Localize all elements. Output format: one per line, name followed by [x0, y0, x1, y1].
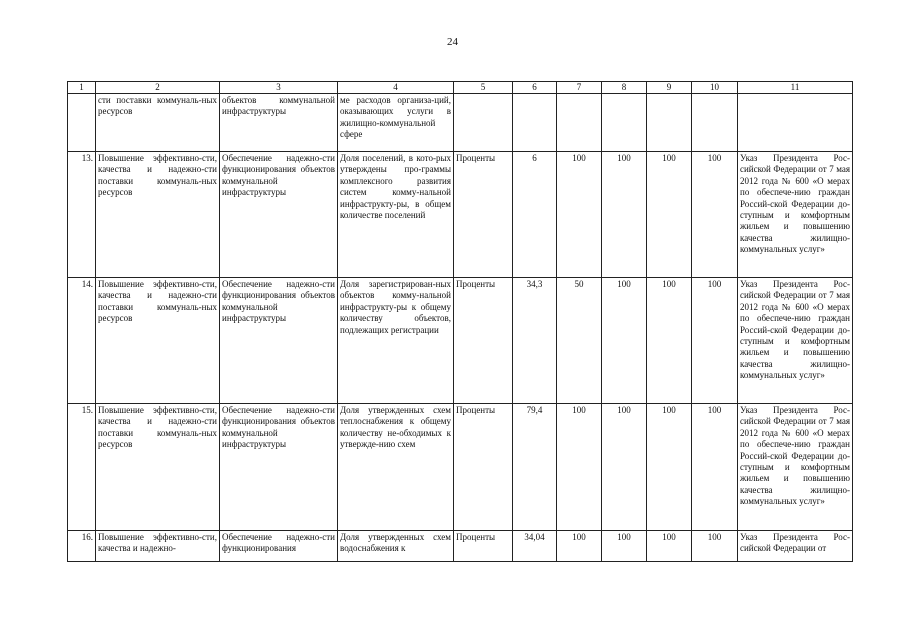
goal-cell: Повышение эффективно-сти, качества и надежно-сти поставки коммуналь-ных ресурсов [96, 278, 220, 404]
value-cell: 100 [602, 278, 647, 404]
value-cell: 100 [557, 404, 602, 531]
header-cell: 8 [602, 82, 647, 94]
value-cell: 34,04 [513, 531, 557, 562]
indicator-cell: Доля поселений, в кото-рых утверждены про-граммы комплексного развития систем комму-нальной инфраструкту-ры, в общем количестве поселений [338, 152, 454, 278]
goal-cell: сти поставки коммуналь-ных ресурсов [96, 94, 220, 152]
basis-cell: Указ Президента Рос-сийской Федерации от 7 мая 2012 года № 600 «О мерах по обеспече-нию граждан Россий-ской Федерации до-ступным и комфортным жильем и повышению качества жилищно-коммунальных услуг» [738, 404, 853, 531]
task-cell: Обеспечение надежно-сти функционирования [220, 531, 338, 562]
value-cell: 100 [692, 404, 738, 531]
header-cell: 3 [220, 82, 338, 94]
row-number: 14. [68, 278, 96, 404]
unit-cell: Проценты [454, 278, 513, 404]
value-cell: 34,3 [513, 278, 557, 404]
task-cell: Обеспечение надежно-сти функционирования объектов коммунальной инфраструктуры [220, 152, 338, 278]
row-number: 16. [68, 531, 96, 562]
value-cell: 100 [647, 404, 692, 531]
table-cell [68, 94, 96, 152]
table-row [68, 404, 853, 531]
value-cell: 100 [692, 278, 738, 404]
header-cell: 6 [513, 82, 557, 94]
table-cell [602, 94, 647, 152]
table-cell [454, 94, 513, 152]
basis-cell: Указ Президента Рос-сийской Федерации от [738, 531, 853, 562]
value-cell: 100 [692, 152, 738, 278]
value-cell: 100 [647, 152, 692, 278]
task-cell: объектов коммунальной инфраструктуры [220, 94, 338, 152]
table-row [68, 278, 853, 404]
unit-cell: Проценты [454, 531, 513, 562]
header-cell: 11 [738, 82, 853, 94]
value-cell: 50 [557, 278, 602, 404]
goal-cell: Повышение эффективно-сти, качества и надежно-сти поставки коммуналь-ных ресурсов [96, 152, 220, 278]
table-row [68, 152, 853, 278]
header-cell: 2 [96, 82, 220, 94]
table-cell [647, 94, 692, 152]
header-cell: 1 [68, 82, 96, 94]
value-cell: 100 [692, 531, 738, 562]
header-cell: 5 [454, 82, 513, 94]
task-cell: Обеспечение надежно-сти функционирования объектов коммунальной инфраструктуры [220, 404, 338, 531]
header-row [68, 82, 853, 94]
table-row [68, 531, 853, 562]
unit-cell: Проценты [454, 404, 513, 531]
indicator-cell: Доля зарегистрирован-ных объектов комму-нальной инфраструкту-ры к общему количеству объектов, подлежащих регистрации [338, 278, 454, 404]
row-number: 13. [68, 152, 96, 278]
unit-cell: Проценты [454, 152, 513, 278]
value-cell: 100 [557, 531, 602, 562]
task-cell: Обеспечение надежно-сти функционирования объектов коммунальной инфраструктуры [220, 278, 338, 404]
indicator-cell: ме расходов организа-ций, оказывающих услуги в жилищно-коммунальной сфере [338, 94, 454, 152]
table-cell [513, 94, 557, 152]
indicator-cell: Доля утвержденных схем теплоснабжения к общему количеству не-обходимых к утвержде-нию схем [338, 404, 454, 531]
table-cell [738, 94, 853, 152]
indicator-cell: Доля утвержденных схем водоснабжения к [338, 531, 454, 562]
value-cell: 79,4 [513, 404, 557, 531]
basis-cell: Указ Президента Рос-сийской Федерации от 7 мая 2012 года № 600 «О мерах по обеспече-нию граждан Россий-ской Федерации до-ступным и комфортным жильем и повышению качества жилищно-коммунальных услуг» [738, 152, 853, 278]
value-cell: 100 [602, 404, 647, 531]
page-number: 24 [447, 36, 458, 48]
value-cell: 100 [647, 278, 692, 404]
header-cell: 4 [338, 82, 454, 94]
row-number: 15. [68, 404, 96, 531]
value-cell: 6 [513, 152, 557, 278]
basis-cell: Указ Президента Рос-сийской Федерации от 7 мая 2012 года № 600 «О мерах по обеспече-нию граждан Россий-ской Федерации до-ступным и комфортным жильем и повышению качества жилищно-коммунальных услуг» [738, 278, 853, 404]
continuation-row [68, 94, 853, 152]
value-cell: 100 [647, 531, 692, 562]
indicators-table [67, 81, 853, 562]
value-cell: 100 [602, 152, 647, 278]
table-cell [557, 94, 602, 152]
goal-cell: Повышение эффективно-сти, качества и надежно- [96, 531, 220, 562]
goal-cell: Повышение эффективно-сти, качества и надежно-сти поставки коммуналь-ных ресурсов [96, 404, 220, 531]
table-cell [692, 94, 738, 152]
header-cell: 10 [692, 82, 738, 94]
value-cell: 100 [602, 531, 647, 562]
header-cell: 7 [557, 82, 602, 94]
value-cell: 100 [557, 152, 602, 278]
header-cell: 9 [647, 82, 692, 94]
